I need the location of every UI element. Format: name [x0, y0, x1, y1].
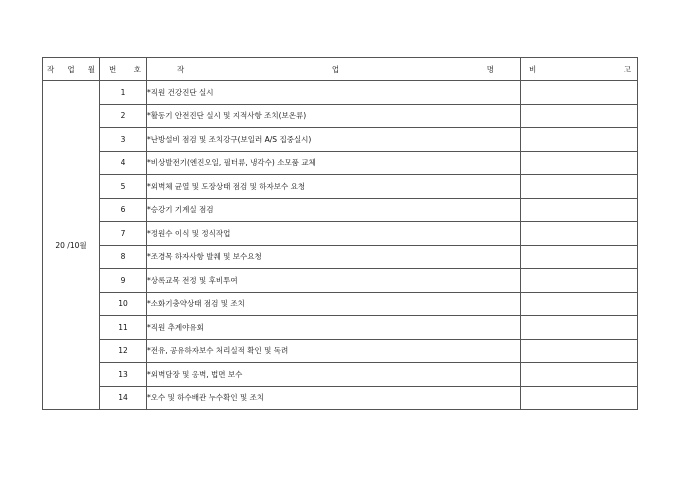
- note-cell: [521, 198, 638, 222]
- header-month-char: 업: [67, 64, 75, 74]
- table-row: [43, 245, 638, 269]
- row-number: 5: [100, 175, 147, 199]
- task-name: *소화기충약상태 점검 및 조치: [147, 292, 521, 316]
- table-row: [43, 386, 638, 410]
- task-name: *외벽담장 및 옹벽, 법면 보수: [147, 363, 521, 387]
- table-header-row: [43, 58, 638, 81]
- note-cell: [521, 269, 638, 293]
- note-cell: [521, 363, 638, 387]
- task-name: *난방설비 점검 및 조치강구(보일러 A/S 집중실시): [147, 128, 521, 152]
- row-number: 4: [100, 151, 147, 175]
- header-number-char: 호: [133, 64, 141, 74]
- header-note: [521, 58, 638, 81]
- row-number: 8: [100, 245, 147, 269]
- task-name: *정원수 이식 및 정식작업: [147, 222, 521, 246]
- row-number: 10: [100, 292, 147, 316]
- note-cell: [521, 128, 638, 152]
- row-number: 14: [100, 386, 147, 410]
- note-cell: [521, 222, 638, 246]
- note-cell: [521, 316, 638, 340]
- header-task-char: 업: [331, 64, 340, 74]
- task-name: *직원 추계야유회: [147, 316, 521, 340]
- header-task: [147, 58, 521, 81]
- note-cell: [521, 339, 638, 363]
- row-number: 6: [100, 198, 147, 222]
- note-cell: [521, 81, 638, 105]
- task-name: *조경목 하자사항 발췌 및 보수요청: [147, 245, 521, 269]
- row-number: 12: [100, 339, 147, 363]
- table-row: [43, 81, 638, 105]
- task-name: *오수 및 하수배관 누수확인 및 조치: [147, 386, 521, 410]
- task-name: *비상발전기(엔진오일, 필터류, 냉각수) 소모품 교체: [147, 151, 521, 175]
- header-month: [43, 58, 100, 81]
- task-name: *상록교목 전정 및 후비투여: [147, 269, 521, 293]
- header-task-char: 명: [486, 64, 494, 74]
- task-name: *외벽체 균열 및 도장상태 점검 및 하자보수 요청: [147, 175, 521, 199]
- monthly-work-table: [42, 57, 638, 410]
- header-month-char: 월: [87, 64, 95, 74]
- table-row: [43, 128, 638, 152]
- table-row: [43, 198, 638, 222]
- header-note-char: 비: [529, 64, 537, 74]
- note-cell: [521, 175, 638, 199]
- row-number: 13: [100, 363, 147, 387]
- header-number: [100, 58, 147, 81]
- note-cell: [521, 245, 638, 269]
- note-cell: [521, 151, 638, 175]
- note-cell: [521, 104, 638, 128]
- table-row: [43, 104, 638, 128]
- task-name: *활동기 안전진단 실시 및 지적사항 조치(보온류): [147, 104, 521, 128]
- month-cell: 20 /10월: [43, 81, 100, 410]
- task-name: *전유, 공유하자보수 처리실적 확인 및 독려: [147, 339, 521, 363]
- note-cell: [521, 292, 638, 316]
- task-name: *승강기 기계실 점검: [147, 198, 521, 222]
- header-month-char: 작: [47, 64, 55, 74]
- row-number: 11: [100, 316, 147, 340]
- table-row: [43, 222, 638, 246]
- row-number: 9: [100, 269, 147, 293]
- table-row: [43, 269, 638, 293]
- table-row: [43, 363, 638, 387]
- row-number: 1: [100, 81, 147, 105]
- table-row: [43, 339, 638, 363]
- note-cell: [521, 386, 638, 410]
- header-note-char: 고: [623, 64, 631, 74]
- table-row: [43, 175, 638, 199]
- header-task-char: 작: [177, 64, 185, 74]
- table-row: [43, 151, 638, 175]
- table-row: [43, 292, 638, 316]
- header-number-char: 번: [109, 64, 117, 74]
- table-row: [43, 316, 638, 340]
- row-number: 3: [100, 128, 147, 152]
- row-number: 2: [100, 104, 147, 128]
- task-name: *직원 건강진단 실시: [147, 81, 521, 105]
- row-number: 7: [100, 222, 147, 246]
